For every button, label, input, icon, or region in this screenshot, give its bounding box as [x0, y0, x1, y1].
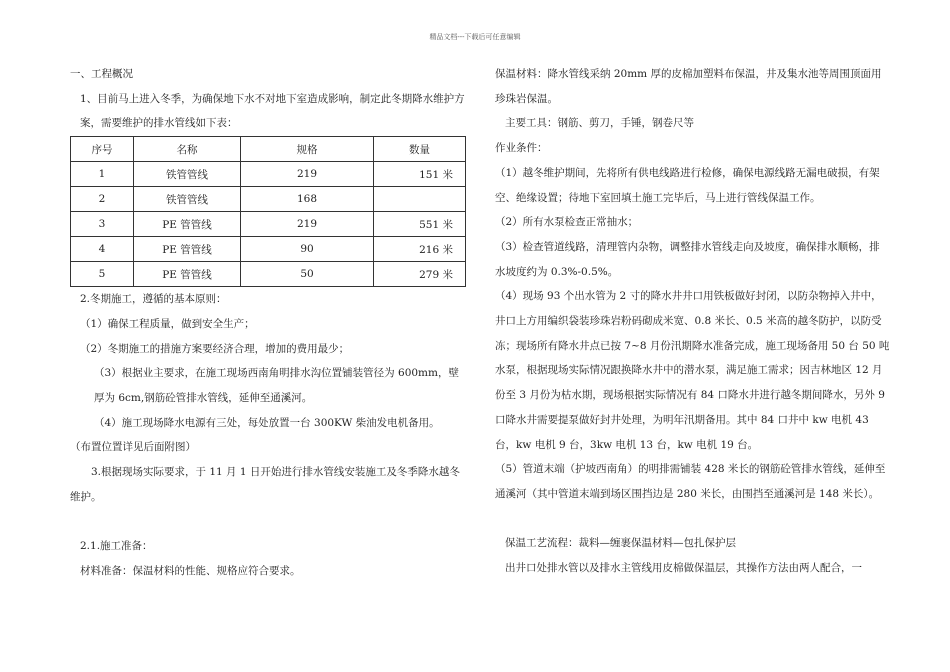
intro-paragraph: 1、目前马上进入冬季，为确保地下水不对地下室造成影响，制定此冬期降水维护方案，需要维护的排水管线如下表：	[80, 92, 465, 130]
pipeline-table	[70, 136, 466, 287]
table-row	[71, 162, 466, 187]
condition-1: （1）越冬维护期间，先将所有供电线路进行检修，确保电源线路无漏电破损，有架空、绝缘设置；待地下室回填土施工完毕后，马上进行管线保温工作。	[495, 166, 880, 204]
right-column	[495, 62, 890, 581]
cell-no: 3	[71, 212, 134, 237]
left-column	[70, 62, 465, 584]
cell-no: 1	[71, 162, 134, 187]
condition-4: （4）现场 93 个出水管为 2 寸的降水井井口用铁板做好封闭，以防杂物掉入井中，井口上方用编织袋装珍珠岩粉码砌成米宽、0.8 米长、0.5 米高的越冬防护，以防受冻；现场所有降水井点已按 7~8 月份汛期降水准备完成，施工现场备用 50 台 50 吨水泵，根据现场实际情况跟换降水井中的潜水泵，满足施工需求；因吉林地区 12 月份至 3 月份为枯水期，现场根据实际情况有 84 口降水井进行越冬期间降水，另外 9 口降水井需要提泵做好封井处理，为明年汛期备用。其中 84 口井中 kw 电机 43 台，kw 电机 9 台，3kw 电机 13 台，kw 电机 19 台。	[495, 290, 890, 451]
condition-3: （3）检查管道线路，清理管内杂物，调整排水管线走向及坡度，确保排水顺畅，排水坡度约为 0.3%-0.5%。	[495, 240, 880, 278]
cell-no: 5	[71, 262, 134, 287]
materials-prep: 材料准备：保温材料的性能、规格应符合要求。	[80, 564, 301, 577]
cell-no: 2	[71, 187, 134, 212]
table-row	[71, 237, 466, 262]
spacer	[495, 507, 890, 532]
cell-qty: 551 米	[374, 212, 466, 237]
insulation-material: 保温材料：降水管线采纳 20mm 厚的皮棉加塑料布保温，井及集水池等周围顶面用珍珠岩保温。	[495, 68, 882, 105]
layout-note: （布置位置详见后面附图）	[70, 441, 196, 454]
header-cell-qty: 数量	[374, 137, 466, 162]
principle-3: （3）根据业主要求，在施工现场西南角明排水沟位置铺装管径为 600mm，壁厚为 6cm,钢筋砼管排水管线，延伸至通溪河。	[94, 367, 459, 404]
table-row	[71, 212, 466, 237]
main-tools: 主要工具：钢筋、剪刀，手锤，钢卷尺等	[505, 117, 694, 130]
winter-principles-title: 2.冬期施工，遵循的基本原则：	[80, 293, 227, 306]
section-title: 一、工程概况	[70, 68, 133, 80]
method-paragraph: 出井口处排水管以及排水主管线用皮棉做保温层，其操作方法由两人配合，一	[505, 562, 862, 575]
cell-spec: 219	[241, 162, 374, 187]
prep-title: 2.1.施工准备：	[80, 540, 153, 553]
cell-qty: 216 米	[374, 237, 466, 262]
principle-1: （1）确保工程质量，做到安全生产；	[80, 317, 255, 330]
cell-qty: 151 米	[374, 162, 466, 187]
cell-no: 4	[71, 237, 134, 262]
page-header: 精品文档---下载后可任意编辑	[429, 33, 521, 41]
spacer	[70, 509, 465, 534]
principle-2: （2）冬期施工的措施方案要经济合理，增加的费用最少；	[80, 342, 350, 355]
cell-spec: 168	[241, 187, 374, 212]
condition-2: （2）所有水泵检查正常抽水；	[495, 216, 639, 229]
cell-name: 铁管管线	[134, 187, 241, 212]
principle-4: （4）施工现场降水电源有三处，每处放置一台 300KW 柴油发电机备用。	[94, 416, 440, 429]
cell-qty: 279 米	[374, 262, 466, 287]
cell-name: 铁管管线	[134, 162, 241, 187]
header-cell-no: 序号	[71, 137, 134, 162]
table-row	[71, 187, 466, 212]
condition-5: （5）管道末端（护坡西南角）的明排需铺装 428 米长的钢筋砼管排水管线，延伸至通溪河（其中管道末端到场区围挡边是 280 米长，由围挡至通溪河是 148 米长）。	[495, 463, 886, 500]
item-3-paragraph: 3.根据现场实际要求，于 11 月 1 日开始进行排水管线安装施工及冬季降水越冬维护。	[70, 466, 460, 503]
cell-name: PE 管管线	[134, 262, 241, 287]
conditions-title: 作业条件：	[495, 142, 548, 155]
process-flow: 保温工艺流程：裁料—缠裹保温材料—包扎保护层	[505, 537, 736, 550]
table-header-row	[71, 137, 466, 162]
header-cell-spec: 规格	[241, 137, 374, 162]
table-row	[71, 262, 466, 287]
cell-qty	[374, 187, 466, 212]
cell-name: PE 管管线	[134, 212, 241, 237]
header-cell-name: 名称	[134, 137, 241, 162]
cell-name: PE 管管线	[134, 237, 241, 262]
cell-spec: 90	[241, 237, 374, 262]
cell-spec: 219	[241, 212, 374, 237]
cell-spec: 50	[241, 262, 374, 287]
